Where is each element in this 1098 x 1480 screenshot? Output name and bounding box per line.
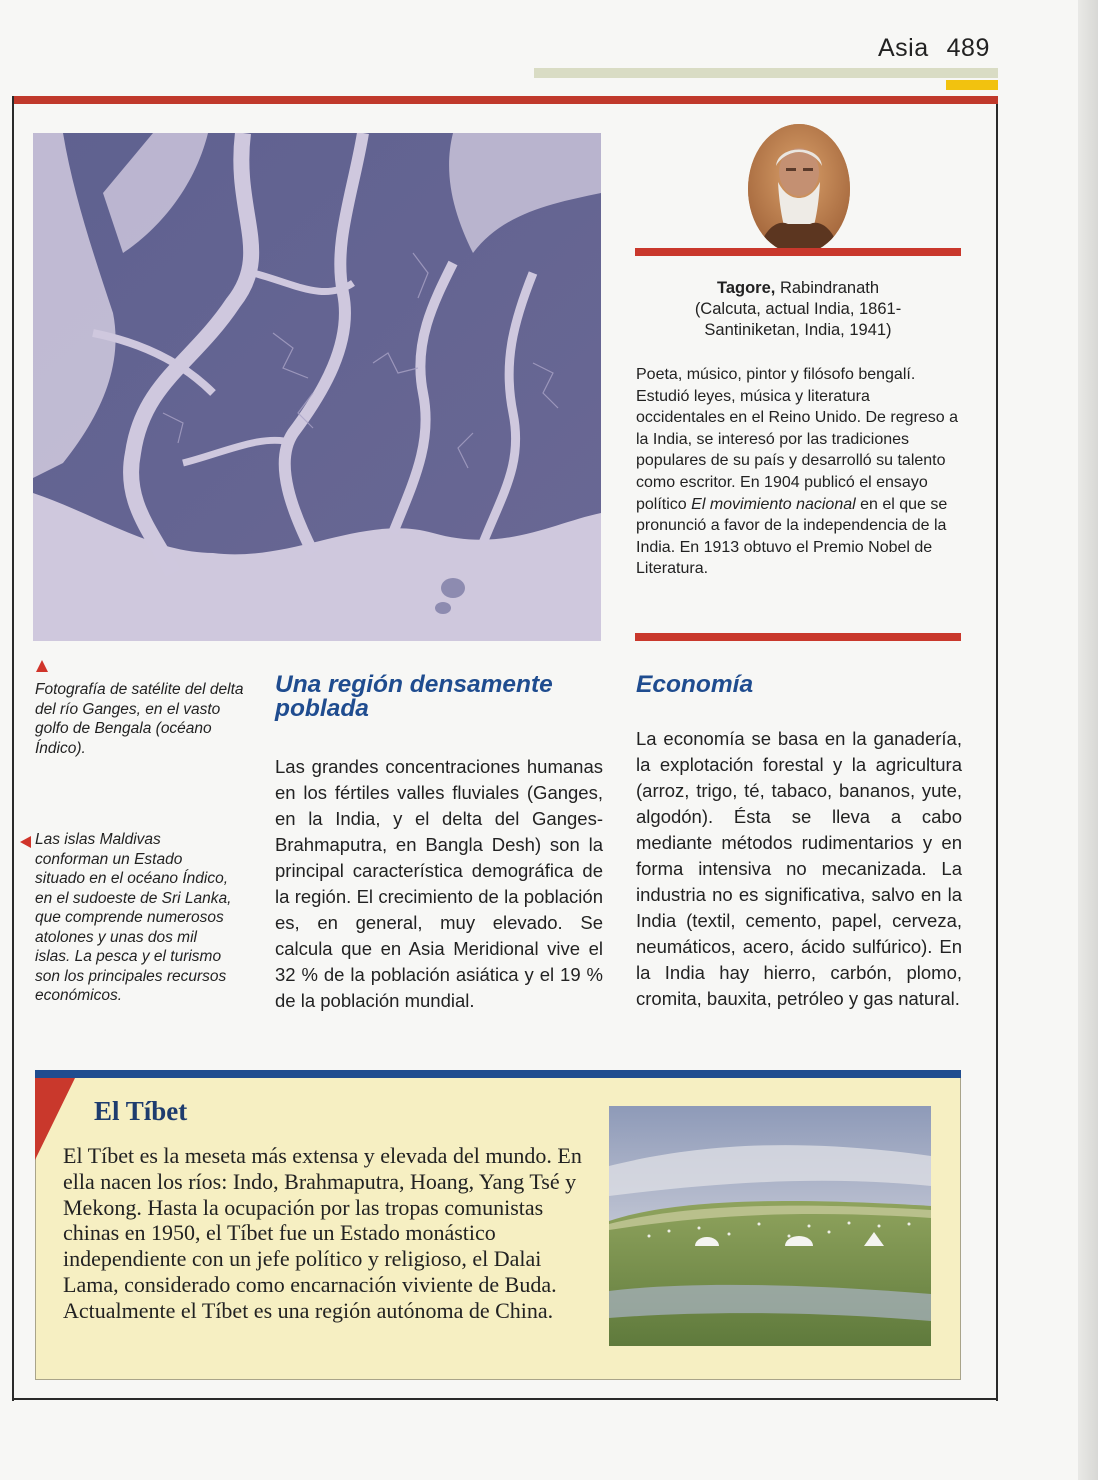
bio-text (636, 364, 960, 580)
tagore-portrait (748, 124, 850, 254)
running-header (878, 34, 1008, 63)
bio-dates-line1: (Calcuta, actual India, 1861- (694, 300, 902, 318)
bio-text-after: en el que se pronunció a favor de la independencia de la India. En 1913 obtuvo el Premio Nobel de Literatura. (636, 495, 948, 578)
tibet-title: El Tíbet (94, 1096, 188, 1126)
page-number: 489 (946, 34, 990, 62)
header-tab (946, 80, 998, 90)
maldivas-note: Las islas Maldivas conforman un Estado situado en el océano Índico, en el sudoeste de Sri Lanka, que comprende numerosos atolones y unas dos mil islas. La pesca y el turismo son los principales recursos económicos. (35, 831, 232, 1004)
header-bar (534, 68, 998, 78)
frame-right (996, 104, 998, 1401)
tibet-text: El Tíbet es la meseta más extensa y elevada del mundo. En ella nacen los ríos: Indo, Brahmaputra, Hoang, Yang Tsé y Mekong. Hasta la ocupación por las tropas comunistas chinas en 1950, el Tíbet fue un Estado monástico independiente con un jefe político y religioso, el Dalai Lama, considerado como encarnación viviente de Buda. Actualmente el Tíbet es una región autónoma de China. (63, 1143, 582, 1323)
bio-surname: Tagore, (716, 279, 776, 297)
bio-rule-bottom (635, 633, 961, 641)
top-rule (12, 96, 998, 104)
bio-text-before: Poeta, músico, pintor y filósofo bengalí. Estudió leyes, música y literatura occidentales en el Reino Unido. De regreso a la India, se interesó por las tradiciones populares de su país y desarrolló su talento como escritor. En 1904 publicó el ensayo político (636, 366, 958, 513)
caption-arrow-up (36, 660, 48, 672)
bio-rule-top (635, 248, 961, 256)
bio-heading (635, 278, 961, 341)
note-arrow-left (20, 836, 31, 848)
tibet-landscape-photo (609, 1106, 931, 1346)
region-section-text: Las grandes concentraciones humanas en los fértiles valles fluviales (Ganges, en la India, y el delta del Ganges-Brahmaputra, en Bangla Desh) son la principal característica demográfica de la región. El crecimiento de la población es, en general, muy elevado. Se calcula que en Asia Meridional vive el 32 % de la población asiática y el 19 % de la población mundial. (275, 756, 603, 1011)
frame-bottom (12, 1398, 998, 1400)
bio-dates-line2: Santiniketan, India, 1941) (704, 321, 892, 339)
bio-given-name: Rabindranath (779, 279, 880, 297)
region-section-title: Una región densamente poblada (275, 671, 553, 722)
satellite-photo-ganges-delta (33, 133, 601, 641)
satellite-caption: Fotografía de satélite del delta del río Ganges, en el vasto golfo de Bengala (océano Índico). (35, 681, 244, 757)
tibet-box-topbar (35, 1070, 961, 1078)
frame-left (12, 96, 14, 1401)
page-edge (1078, 0, 1098, 1480)
economy-section-text: La economía se basa en la ganadería, la explotación forestal y la agricultura (arroz, trigo, té, tabaco, bananos, yute, algodón). Ésta se lleva a cabo mediante métodos rudimentarios y en forma intensiva no mecanizada. La industria no es significativa, salvo en la India (textil, cemento, papel, cerveza, neumáticos, acero, ácido sulfúrico). En la India hay hierro, carbón, plomo, cromita, bauxita, petróleo y gas natural. (636, 728, 962, 1009)
header-section: Asia (878, 34, 929, 62)
economy-section-title: Economía (636, 671, 754, 698)
bio-essay-title: El movimiento nacional (691, 495, 856, 513)
